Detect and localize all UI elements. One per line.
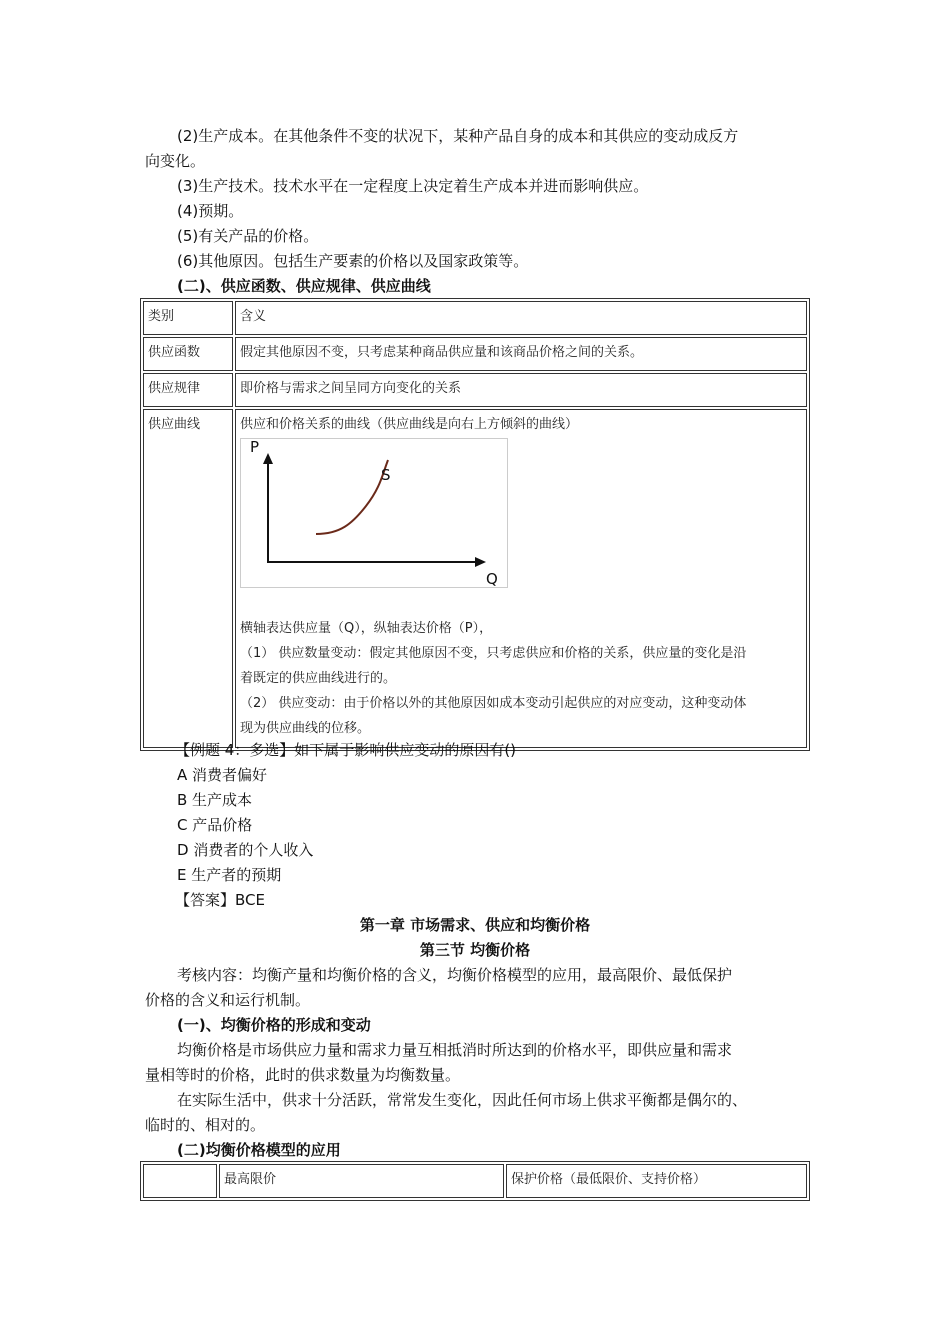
section-heading: (二)、供应函数、供应规律、供应曲线 xyxy=(177,277,431,295)
table-row xyxy=(143,1164,807,1198)
graph-frame xyxy=(241,439,508,588)
option-b: B 生产成本 xyxy=(177,791,253,809)
subsection-heading: (一)、均衡价格的形成和变动 xyxy=(177,1016,371,1034)
table-cell: 供应曲线 xyxy=(143,409,233,748)
curve-s-label: S xyxy=(381,466,391,484)
supply-curve-graph xyxy=(240,438,508,588)
note-supply-change-a: （2） 供应变动：由于价格以外的其他原因如成本变动引起供应的对应变动，这种变动体 xyxy=(240,696,747,711)
note-quantity-change-b: 着既定的供应曲线进行的。 xyxy=(240,671,397,686)
paragraph: 均衡价格是市场供应力量和需求力量互相抵消时所达到的价格水平，即供应量和需求 xyxy=(177,1041,733,1059)
subsection-heading: (二)均衡价格模型的应用 xyxy=(177,1141,341,1159)
section-title: 第三节 均衡价格 xyxy=(419,941,531,959)
table-cell xyxy=(143,1164,217,1198)
price-model-table xyxy=(140,1161,810,1201)
paragraph: 价格的含义和运行机制。 xyxy=(145,991,311,1009)
table-cell: 供应规律 xyxy=(143,373,233,407)
example-question: 【例题 4：多选】如下属于影响供应变动的原因有() xyxy=(175,741,517,759)
p-axis-label: P xyxy=(250,438,260,456)
table-cell: 即价格与需求之间呈同方向变化的关系 xyxy=(235,373,807,407)
paragraph: (3)生产技术。技术水平在一定程度上决定着生产成本并进而影响供应。 xyxy=(177,177,649,195)
p-axis-arrow xyxy=(263,453,273,464)
supply-table xyxy=(140,298,810,751)
table-row xyxy=(143,373,807,407)
table-row xyxy=(143,337,807,371)
option-d: D 消费者的个人收入 xyxy=(177,841,314,859)
q-axis-arrow xyxy=(475,557,486,567)
paragraph: (2)生产成本。在其他条件不变的状况下，某种产品自身的成本和其供应的变动成反方 xyxy=(177,127,739,145)
table-cell: 假定其他原因不变，只考虑某种商品供应量和该商品价格之间的关系。 xyxy=(235,337,807,371)
curve-description: 供应和价格关系的曲线（供应曲线是向右上方倾斜的曲线） xyxy=(240,417,579,432)
paragraph: 在实际生活中，供求十分活跃，常常发生变化，因此任何市场上供求平衡都是偶尔的、 xyxy=(177,1091,748,1109)
paragraph: (4)预期。 xyxy=(177,202,244,220)
paragraph: 考核内容：均衡产量和均衡价格的含义，均衡价格模型的应用，最高限价、最低保护 xyxy=(177,966,733,984)
note-quantity-change-a: （1） 供应数量变动：假定其他原因不变，只考虑供应和价格的关系，供应量的变化是沿 xyxy=(240,646,747,661)
paragraph: (6)其他原因。包括生产要素的价格以及国家政策等。 xyxy=(177,252,529,270)
paragraph: 量相等时的价格，此时的供求数量为均衡数量。 xyxy=(145,1066,461,1084)
paragraph: 临时的、相对的。 xyxy=(145,1116,266,1134)
q-axis-label: Q xyxy=(486,570,498,588)
table-cell: 保护价格（最低限价、支持价格） xyxy=(506,1164,807,1198)
option-e: E 生产者的预期 xyxy=(177,866,282,884)
table-cell: 供应函数 xyxy=(143,337,233,371)
paragraph: (5)有关产品的价格。 xyxy=(177,227,319,245)
table-row xyxy=(143,301,807,335)
table-header-cell: 类别 xyxy=(143,301,233,335)
paragraph: 向变化。 xyxy=(145,152,206,170)
axis-note: 横轴表达供应量（Q），纵轴表达价格（P）， xyxy=(240,621,493,636)
table-cell: 最高限价 xyxy=(219,1164,504,1198)
option-a: A 消费者偏好 xyxy=(177,766,268,784)
option-c: C 产品价格 xyxy=(177,816,253,834)
table-header-cell: 含义 xyxy=(235,301,807,335)
chapter-title: 第一章 市场需求、供应和均衡价格 xyxy=(359,916,591,934)
note-supply-change-b: 现为供应曲线的位移。 xyxy=(240,721,371,736)
supply-curve-line xyxy=(316,460,388,534)
table-row xyxy=(143,409,807,748)
table-cell xyxy=(235,409,807,748)
example-answer: 【答案】BCE xyxy=(175,891,265,909)
